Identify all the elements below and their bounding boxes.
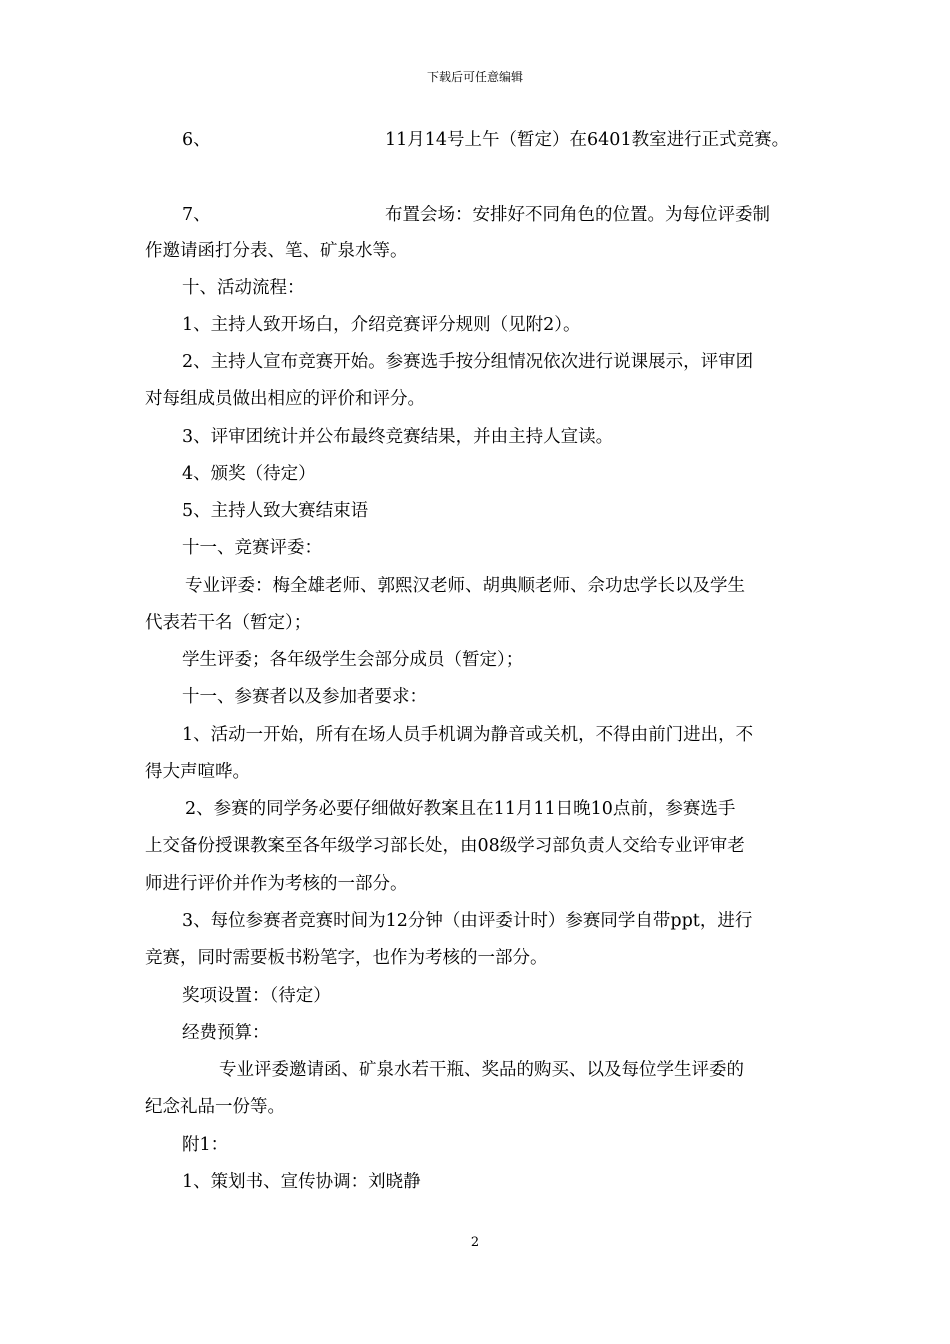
- process-step-5: 5、主持人致大赛结束语: [182, 501, 369, 521]
- requirement-2-continuation-1: 上交备份授课教案至各年级学习部长处，由08级学习部负责人交给专业评审老: [145, 836, 745, 856]
- process-step-2-continuation: 对每组成员做出相应的评价和评分。: [145, 389, 425, 409]
- item-7-text: 布置会场：安排好不同角色的位置。为每位评委制: [385, 205, 770, 225]
- awards-line: 奖项设置：（待定）: [182, 986, 331, 1006]
- process-step-3: 3、评审团统计并公布最终竞赛结果，并由主持人宣读。: [182, 427, 614, 447]
- page-number: 2: [470, 1235, 480, 1250]
- requirement-1: 1、活动一开始，所有在场人员手机调为静音或关机，不得由前门进出，不: [182, 725, 754, 745]
- process-step-2: 2、主持人宣布竞赛开始。参赛选手按分组情况依次进行说课展示，评审团: [182, 352, 754, 372]
- judges-professional: 专业评委：梅全雄老师、郭熙汉老师、胡典顺老师、佘功忠学长以及学生: [185, 576, 745, 596]
- item-6-number: 6、: [182, 130, 211, 150]
- requirement-3-continuation: 竞赛，同时需要板书粉笔字，也作为考核的一部分。: [145, 948, 548, 968]
- section-requirements-heading: 十一、参赛者以及参加者要求：: [182, 687, 427, 707]
- page-header: 下载后可任意编辑: [426, 70, 523, 84]
- section-judges-heading: 十一、竞赛评委：: [182, 538, 322, 558]
- process-step-4: 4、颁奖（待定）: [182, 464, 316, 484]
- item-7-continuation: 作邀请函打分表、笔、矿泉水等。: [145, 241, 408, 261]
- judges-professional-continuation: 代表若干名（暂定）；: [145, 613, 312, 633]
- budget-text: 专业评委邀请函、矿泉水若干瓶、奖品的购买、以及每位学生评委的: [219, 1060, 744, 1080]
- requirement-3: 3、每位参赛者竞赛时间为12分钟（由评委计时）参赛同学自带ppt，进行: [182, 911, 753, 931]
- appendix-heading: 附1：: [182, 1135, 229, 1155]
- budget-text-continuation: 纪念礼品一份等。: [145, 1097, 285, 1117]
- requirement-2: 2、参赛的同学务必要仔细做好教案且在11月11日晚10点前，参赛选手: [185, 799, 736, 819]
- judges-student: 学生评委；各年级学生会部分成员（暂定）；: [182, 650, 524, 670]
- section-process-heading: 十、活动流程：: [182, 278, 305, 298]
- appendix-item-1: 1、策划书、宣传协调：刘晓静: [182, 1172, 421, 1192]
- process-step-1: 1、主持人致开场白，介绍竞赛评分规则（见附2）。: [182, 315, 581, 335]
- budget-heading: 经费预算：: [182, 1023, 270, 1043]
- item-6-text: 11月14号上午（暂定）在6401教室进行正式竞赛。: [385, 130, 790, 150]
- requirement-2-continuation-2: 师进行评价并作为考核的一部分。: [145, 874, 408, 894]
- requirement-1-continuation: 得大声喧哗。: [145, 762, 250, 782]
- item-7-number: 7、: [182, 205, 211, 225]
